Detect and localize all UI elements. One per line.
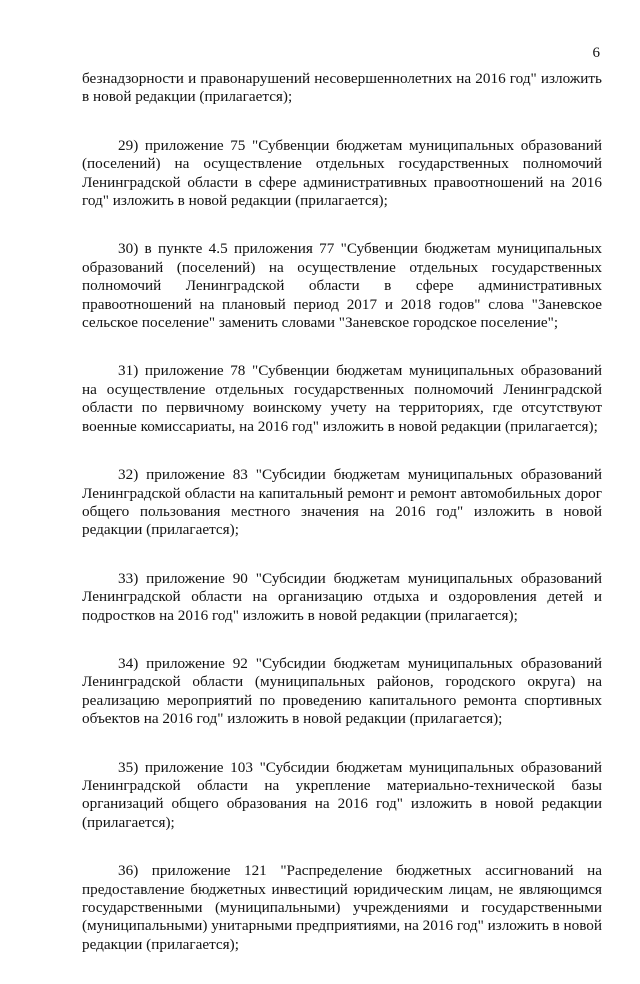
- paragraph-item-29: 29) приложение 75 "Субвенции бюджетам муниципальных образований (поселений) на осуществление отдельных государственных полномочий Ленинградской области в сфере административных правоотношений на 2016 год" изложить в новой редакции (прилагается);: [82, 136, 602, 210]
- paragraph-item-33: 33) приложение 90 "Субсидии бюджетам муниципальных образований Ленинградской области на организацию отдыха и оздоровления детей и подростков на 2016 год" изложить в новой редакции (прилагается);: [82, 569, 602, 624]
- paragraph-item-35: 35) приложение 103 "Субсидии бюджетам муниципальных образований Ленинградской области на укрепление материально-технической базы организаций общего образования на 2016 год" изложить в новой редакции (прилагается);: [82, 758, 602, 831]
- paragraph-continuation: безнадзорности и правонарушений несовершеннолетних на 2016 год" изложить в новой редакции (прилагается);: [82, 70, 602, 106]
- paragraph-item-30: 30) в пункте 4.5 приложения 77 "Субвенции бюджетам муниципальных образований (поселений) на осуществление отдельных государственных полномочий Ленинградской области в сфере административных правоотношений на плановый период 2017 и 2018 годов" слова "Заневское сельское поселение" заменить словами "Заневское городское поселение";: [82, 240, 602, 332]
- page-number: 6: [592, 45, 600, 61]
- paragraph-item-34: 34) приложение 92 "Субсидии бюджетам муниципальных образований Ленинградской области (муниципальных районов, городского округа) на реализацию мероприятий по проведению капитального ремонта спортивных объектов на 2016 год" изложить в новой редакции (прилагается);: [82, 654, 602, 728]
- paragraph-item-32: 32) приложение 83 "Субсидии бюджетам муниципальных образований Ленинградской области на капитальный ремонт и ремонт автомобильных дорог общего пользования местного значения на 2016 год" изложить в новой редакции (прилагается);: [82, 466, 602, 539]
- document-body: [82, 70, 602, 984]
- paragraph-item-36: 36) приложение 121 "Распределение бюджетных ассигнований на предоставление бюджетных инвестиций юридическим лицам, не являющимся государственными (муниципальными) учреждениями и государственными (муниципальными) унитарными предприятиями, на 2016 год" изложить в новой редакции (прилагается);: [82, 862, 602, 953]
- paragraph-item-31: 31) приложение 78 "Субвенции бюджетам муниципальных образований на осуществление отдельных государственных полномочий Ленинградской области по первичному воинскому учету на территориях, где отсутствуют военные комиссариаты, на 2016 год" изложить в новой редакции (прилагается);: [82, 362, 602, 435]
